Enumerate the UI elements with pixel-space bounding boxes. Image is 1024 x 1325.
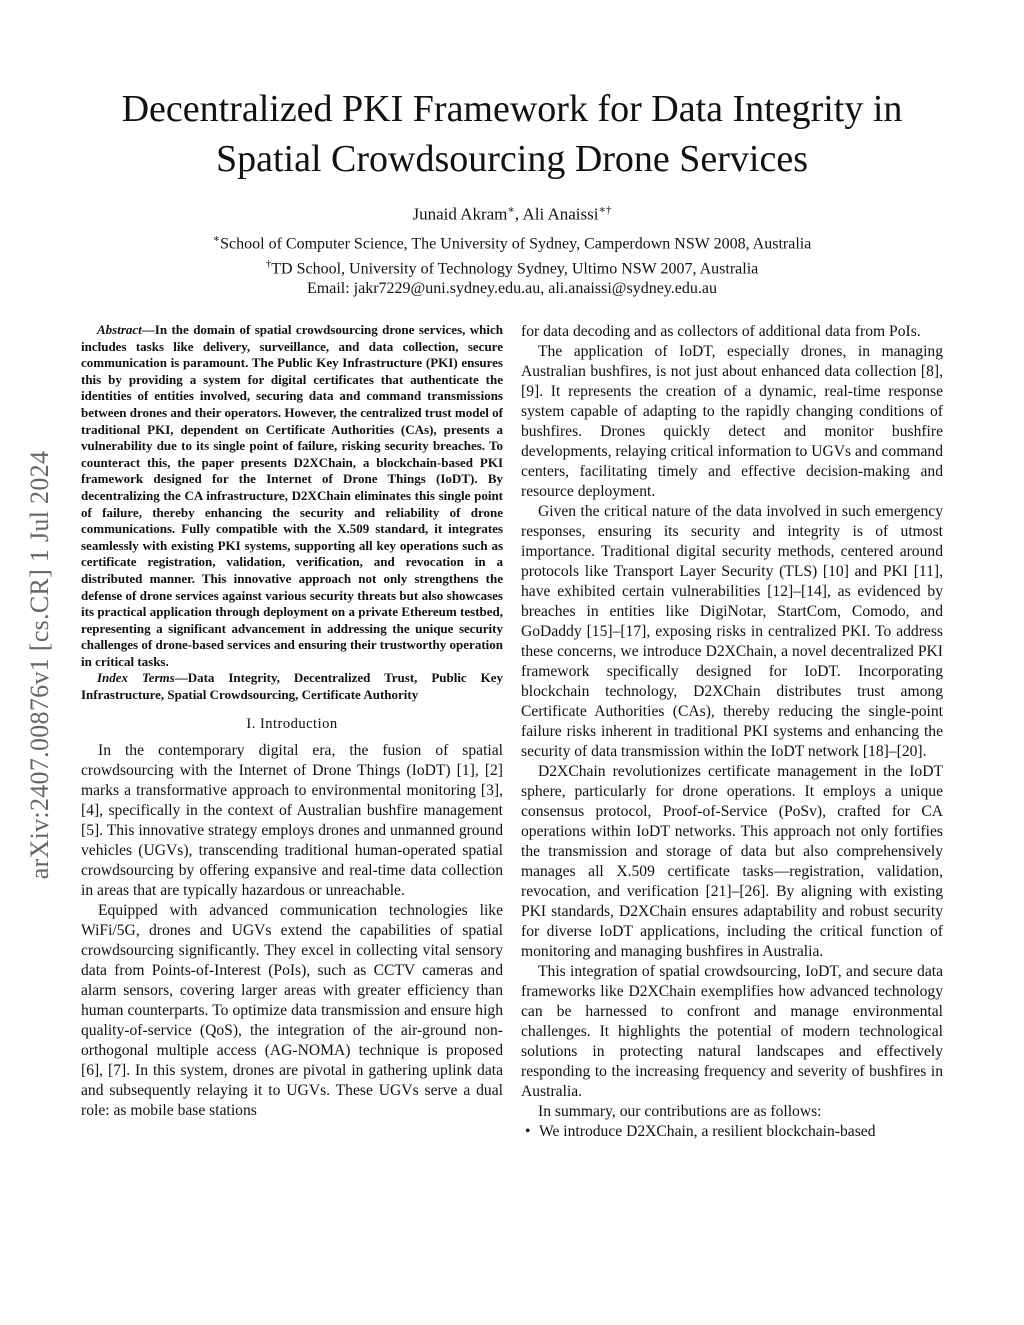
arxiv-sidebar-stamp xyxy=(22,370,58,960)
abstract-text: —In the domain of spatial crowdsourcing drone services, which includes tasks like delivery, surveillance, and data collection, secure communication is paramount. The Public Key Infrastructure (PKI) ensures this by providing a system for digital certificates that authenticate the identities of entities involved, securing data and command transmissions between drones and their operators. However, the centralized trust model of traditional PKI, dependent on Certificate Authorities (CAs), presents a vulnerability due to its single point of failure, risking security breaches. To counteract this, the paper presents D2XChain, a blockchain-based PKI framework designed for the Internet of Drone Things (IoDT). By decentralizing the CA infrastructure, D2XChain eliminates this single point of failure, thereby enhancing the security and reliability of drone communications. Fully compatible with the X.509 standard, it integrates seamlessly with existing PKI systems, supporting all key operations such as certificate registration, validation, verification, and revocation in a distributed manner. This innovative approach not only strengthens the defense of drone services against various security threats but also showcases its practical application through deployment on a private Ethereum testbed, representing a significant advancement in addressing the unique security challenges of drone-based services and ensuring their trustworthy operation in critical tasks. xyxy=(81,322,503,669)
abstract xyxy=(81,322,503,670)
affiliation-2-text: TD School, University of Technology Sydney, Ultimo NSW 2007, Australia xyxy=(271,260,759,278)
author-email: Email: jakr7229@uni.sydney.edu.au, ali.anaissi@sydney.edu.au xyxy=(307,280,717,298)
section-heading-introduction: I. Introduction xyxy=(246,715,338,732)
paper-title xyxy=(60,84,964,184)
affiliation-1-mark: ∗ xyxy=(212,232,221,245)
arxiv-identifier: arXiv:2407.00876v1 [cs.CR] 1 Jul 2024 xyxy=(25,450,54,880)
intro-paragraph-6: This integration of spatial crowdsourcing, IoDT, and secure data frameworks like D2XChain exemplifies how advanced technology can be harnessed to confront and manage environmental challenges. It highlights the potential of modern technological solutions in protecting natural landscapes and effectively responding to the increasing frequency and severity of bushfires in Australia. xyxy=(521,963,943,1100)
author-1: Junaid Akram xyxy=(412,204,508,224)
affiliation-2-mark: † xyxy=(265,257,272,270)
intro-paragraph-3: The application of IoDT, especially drones, in managing Australian bushfires, is not just about enhanced data collection [8], [9]. It represents the creation of a dynamic, real-time response system capable of adapting to the rapidly changing conditions of bushfires. Drones quickly detect and monitor bushfire developments, relaying critical information to UGVs and command centers, facilitating timely and effective decision-making and resource deployment. xyxy=(521,343,943,500)
left-column xyxy=(81,322,503,1121)
author-1-mark: ∗ xyxy=(507,204,515,216)
index-terms-text: —Data Integrity, Decentralized Trust, Public Key Infrastructure, Spatial Crowdsourcing, Certificate Authority xyxy=(81,670,503,703)
index-terms-label: Index Terms xyxy=(97,670,175,686)
affiliation-1-text: School of Computer Science, The University of Sydney, Camperdown NSW 2008, Australia xyxy=(220,234,812,252)
contribution-bullet-1: • We introduce D2XChain, a resilient blockchain-based xyxy=(521,1122,943,1142)
right-column xyxy=(521,322,943,1142)
intro-paragraph-4: Given the critical nature of the data involved in such emergency responses, ensuring its security and integrity is of utmost importance. Traditional digital security methods, centered around protocols like Transport Layer Security (TLS) [10] and PKI [11], have exhibited certain vulnerabilities [12]–[14], as evidenced by breaches in entities like DigiNotar, StartCom, Comodo, and GoDaddy [15]–[17], exposing risks in centralized PKI. To address these concerns, we introduce D2XChain, a novel decentralized PKI framework specifically designed for IoDT. Incorporating blockchain technology, D2XChain distributes trust among Certificate Authorities (CAs), thereby reducing the single-point failure risks inherent in traditional PKI systems and enhancing the security of data transmission within the IoDT network [18]–[20]. xyxy=(521,503,943,760)
affiliation-1 xyxy=(60,229,964,254)
author-2-mark: ∗† xyxy=(598,204,612,216)
intro-paragraph-1: In the contemporary digital era, the fusion of spatial crowdsourcing with the Internet of Drone Things (IoDT) [1], [2] marks a transformative approach to environmental monitoring [3], [4], specifically in the context of Australian bushfire management [5]. This innovative strategy employs drones and unmanned ground vehicles (UGVs), transcending traditional human-operated spatial crowdsourcing by offering expansive and real-time data collection in areas that are typically hazardous or unreachable. xyxy=(81,741,503,899)
author-names xyxy=(60,200,964,225)
affiliation-2 xyxy=(60,254,964,279)
intro-paragraph-5: D2XChain revolutionizes certificate management in the IoDT sphere, particularly for drone operations. It employs a unique consensus protocol, Proof-of-Service (PoSv), crafted for CA operations within IoDT networks. This approach not only fortifies the transmission and storage of data but also comprehensively manages all X.509 certificate tasks—registration, validation, revocation, and verification [21]–[26]. By aligning with existing PKI standards, D2XChain ensures adaptability and robust security for diverse IoDT applications, including the critical function of monitoring and managing bushfires in Australia. xyxy=(521,763,943,960)
intro-paragraph-2: Equipped with advanced communication technologies like WiFi/5G, drones and UGVs extend the capabilities of spatial crowdsourcing significantly. They excel in collecting vital sensory data from Points-of-Interest (PoIs), such as CCTV cameras and alarm sensors, covering larger areas with greater efficiency than human counterparts. To optimize data transmission and ensure high quality-of-service (QoS), the integration of the air-ground non-orthogonal multiple access (AG-NOMA) technique is proposed [6], [7]. In this system, drones are pivotal in gathering uplink data and subsequently relaying it to UGVs. These UGVs serve a dual role: as mobile base stations xyxy=(81,901,503,1119)
author-block xyxy=(60,200,964,299)
author-2: , Ali Anaissi xyxy=(514,204,599,224)
title-line-2: Spatial Crowdsourcing Drone Services xyxy=(215,138,809,180)
intro-paragraph-2-continued: for data decoding and as collectors of additional data from PoIs. xyxy=(521,323,921,340)
intro-paragraph-7: In summary, our contributions are as follows: xyxy=(538,1103,822,1120)
index-terms xyxy=(81,670,503,703)
abstract-label: Abstract xyxy=(97,322,142,337)
title-line-1: Decentralized PKI Framework for Data Integrity in xyxy=(121,88,903,130)
